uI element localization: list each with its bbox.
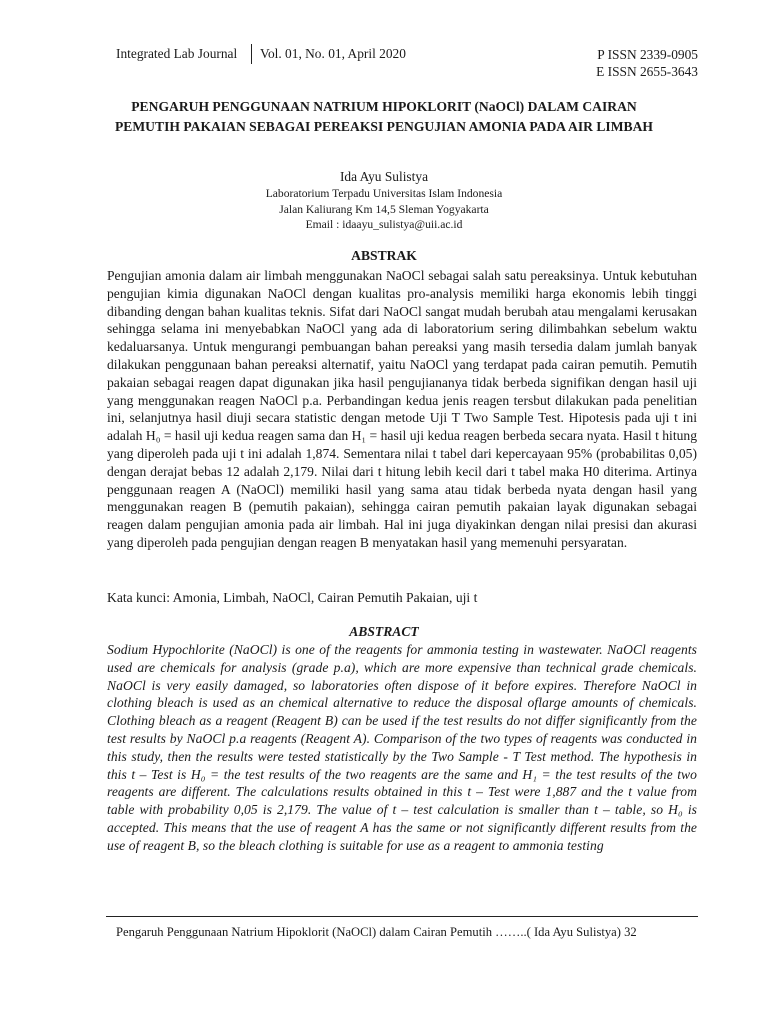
abstract-body bbox=[107, 641, 697, 855]
abstrak-body bbox=[107, 267, 697, 552]
author-block bbox=[106, 168, 662, 233]
footer-rule bbox=[106, 916, 698, 917]
keywords: Kata kunci: Amonia, Limbah, NaOCl, Cairan Pemutih Pakaian, uji t bbox=[107, 590, 478, 605]
abstrak-heading: ABSTRAK bbox=[351, 248, 417, 263]
author-address: Jalan Kaliurang Km 14,5 Sleman Yogyakarta bbox=[279, 202, 489, 216]
author-name: Ida Ayu Sulistya bbox=[339, 169, 429, 184]
abstract-heading: ABSTRACT bbox=[349, 624, 419, 639]
author-affiliation: Laboratorium Terpadu Universitas Islam Indonesia bbox=[265, 187, 503, 200]
paper-title: PENGARUH PENGGUNAAN NATRIUM HIPOKLORIT (NaOCl) DALAM CAIRAN PEMUTIH PAKAIAN SEBAGAI PEREAKSI PENGUJIAN AMONIA PADA AIR LIMBAH bbox=[114, 99, 653, 134]
journal-header bbox=[116, 46, 698, 82]
page-footer: Pengaruh Penggunaan Natrium Hipoklorit (NaOCl) dalam Cairan Pemutih ……..( Ida Ayu Sulistya) 32 bbox=[116, 925, 637, 939]
journal-volume: Vol. 01, No. 01, April 2020 bbox=[260, 46, 406, 61]
author-email: Email : idaayu_sulistya@uii.ac.id bbox=[305, 218, 463, 231]
p-issn: P ISSN 2339-0905 bbox=[597, 47, 698, 62]
journal-name: Integrated Lab Journal bbox=[116, 46, 238, 61]
header-divider bbox=[251, 44, 252, 64]
abstrak-paragraph: Pengujian amonia dalam air limbah menggunakan NaOCl sebagai salah satu pereaksinya. Untuk kebutuhan pengujian kimia digunakan NaOCl dengan kualitas pro-analysis memiliki harga ekonomis lebih tinggi dibanding dengan bahan kualitas teknis. Sifat dari NaOCl sangat mudah berubah atau mengalami kerusakan sehingga selama ini menyebabkan NaOCl yang ada di laboratorium sering dilimbahkan sebelum waktu kedaluarsanya. Untuk mengurangi pembuangan bahan pereaksi yang masih tersedia dalam jumlah banyak dilakukan penggunaan bahan pereaksi alternatif, yaitu NaOCl yang terdapat pada cairan pemutih. Pemutih pakaian sebagai reagen dapat digunakan jika hasil pengujiananya tidak berbeda signifikan dengan hasil uji yang menggunakan reagen NaOCl p.a. Perbandingan kedua jenis reagen tersbut dilakukan pada penelitian ini, selanjutnya hasil diuji secara statistic dengan metode Uji T Two Sample Test. Hipotesis pada uji t ini adalah H₀ = hasil uji kedua reagen sama dan H₁ = hasil uji kedua reagen berbeda secara nyata. Hasil t hitung yang diperoleh pada uji t ini adalah 1,874. Sementara nilai t tabel dari kepercayaan 95% (probabilitas 0,05) dengan derajat bebas 12 adalah 2,179. Nilai dari t hitung lebih kecil dari t tabel maka H0 diterima. Artinya penggunaan reagen A (NaOCl) memiliki hasil yang sama atau tidak berbeda nyata dengan hasil yang menggunakan reagen B (pemutih pakaian), sehingga cairan pemutih pakaian layak digunakan sebagai reagen dalam pengujian amonia pada air limbah. Hal ini juga diyakinkan dengan nilai presisi dan akurasi yang diperoleh pada pengujian dengan reagen B menyatakan hasil yang memenuhi persyaratan. bbox=[107, 268, 697, 550]
abstract-paragraph: Sodium Hypochlorite (NaOCl) is one of the reagents for ammonia testing in wastewater. NaOCl reagents used are chemicals for analysis (grade p.a), which are more expensive than technical grade chemicals. NaOCl is very easily damaged, so laboratories often dispose of it before expires. Therefore NaOCl in clothing bleach is used as an chemical alternative to reduce the disposal oflarge amounts of chemicals. Clothing bleach as a reagent (Reagent B) can be used if the test results do not differ significantly from the test results by NaOCl p.a reagents (Reagent A). Comparison of the two types of reagents was conducted in this study, then the results were tested statistically by the Two Sample - T Test method. The hypothesis in this t – Test is H₀ = the test results of the two reagents are the same and H₁ = the test results of the two reagents are different. The calculations results obtained in this t – Test were 1,887 and the t value from table with probability 0,05 is 2,179. The value of t – test calculation is smaller than t – table, so H₀ is accepted. This means that the use of reagent A has the same or not significantly different results from the use of reagent B, so the bleach clothing is suitable for use as a reagent to ammonia testing bbox=[107, 642, 697, 853]
issn-block bbox=[596, 46, 698, 80]
e-issn: E ISSN 2655-3643 bbox=[596, 64, 698, 79]
